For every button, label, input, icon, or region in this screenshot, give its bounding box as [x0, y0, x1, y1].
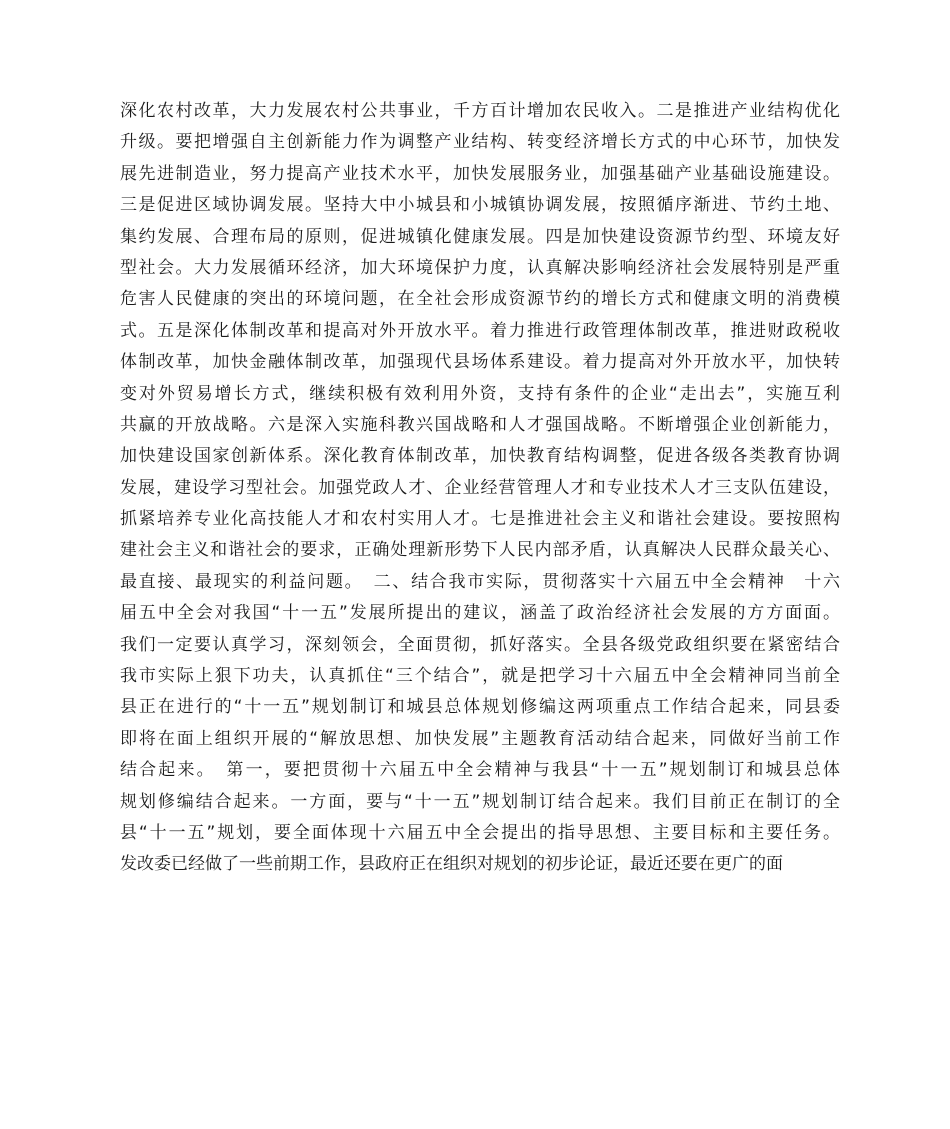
text-line: 升级。要把增强自主创新能力作为调整产业结构、转变经济增长方式的中心环节，加快发 [120, 132, 840, 153]
text-line: 变对外贸易增长方式，继续积极有效利用外资，支持有条件的企业“走出去”，实施互利 [120, 383, 840, 404]
text-line: 我市实际上狠下功夫，认真抓住“三个结合”，就是把学习十六届五中全会精神同当前全 [120, 666, 840, 687]
text-line: 型社会。大力发展循环经济，加大环境保护力度，认真解决影响经济社会发展特别是严重 [120, 257, 840, 278]
text-line: 深化农村改革，大力发展农村公共事业，千方百计增加农民收入。二是推进产业结构优化 [120, 101, 840, 121]
text-line: 三是促进区域协调发展。坚持大中小城县和小城镇协调发展，按照循序渐进、节约土地、 [120, 195, 840, 216]
text-line: 展先进制造业，努力提高产业技术水平，加快发展服务业，加强基础产业基础设施建设。 [120, 163, 840, 184]
text-line: 规划修编结合起来。一方面，要与“十一五”规划制订结合起来。我们目前正在制订的全 [120, 791, 840, 812]
text-line: 我们一定要认真学习，深刻领会，全面贯彻，抓好落实。全县各级党政组织要在紧密结合 [120, 634, 840, 655]
text-line: 建社会主义和谐社会的要求，正确处理新形势下人民内部矛盾，认真解决人民群众最关心、 [120, 540, 840, 561]
body-text [120, 96, 840, 881]
text-line: 抓紧培养专业化高技能人才和农村实用人才。七是推进社会主义和谐社会建设。要按照构 [120, 509, 840, 530]
text-line: 危害人民健康的突出的环境问题，在全社会形成资源节约的增长方式和健康文明的消费模 [120, 289, 840, 310]
text-line: 发改委已经做了一些前期工作，县政府正在组织对规划的初步论证，最近还要在更广的面 [120, 854, 783, 875]
text-line: 集约发展、合理布局的原则，促进城镇化健康发展。四是加快建设资源节约型、环境友好 [120, 226, 840, 247]
text-line: 加快建设国家创新体系。深化教育体制改革，加快教育结构调整，促进各级各类教育协调 [120, 446, 840, 467]
text-line: 届五中全会对我国“十一五”发展所提出的建议，涵盖了政治经济社会发展的方方面面。 [120, 603, 840, 624]
text-line: 体制改革，加快金融体制改革，加强现代县场体系建设。着力提高对外开放水平，加快转 [120, 352, 840, 373]
text-line: 结合起来。 第一，要把贯彻十六届五中全会精神与我县“十一五”规划制订和城县总体 [120, 760, 840, 781]
text-line: 即将在面上组织开展的“解放思想、加快发展”主题教育活动结合起来，同做好当前工作 [120, 728, 840, 749]
text-line: 共赢的开放战略。六是深入实施科教兴国战略和人才强国战略。不断增强企业创新能力， [120, 414, 840, 435]
text-line: 县“十一五”规划，要全面体现十六届五中全会提出的指导思想、主要目标和主要任务。 [120, 822, 840, 843]
text-line: 县正在进行的“十一五”规划制订和城县总体规划修编这两项重点工作结合起来，同县委 [120, 697, 840, 718]
text-line: 发展，建设学习型社会。加强党政人才、企业经营管理人才和专业技术人才三支队伍建设， [120, 477, 840, 498]
text-line: 式。五是深化体制改革和提高对外开放水平。着力推进行政管理体制改革，推进财政税收 [120, 320, 840, 341]
text-line: 最直接、最现实的利益问题。 二、结合我市实际，贯彻落实十六届五中全会精神 十六 [120, 571, 840, 592]
